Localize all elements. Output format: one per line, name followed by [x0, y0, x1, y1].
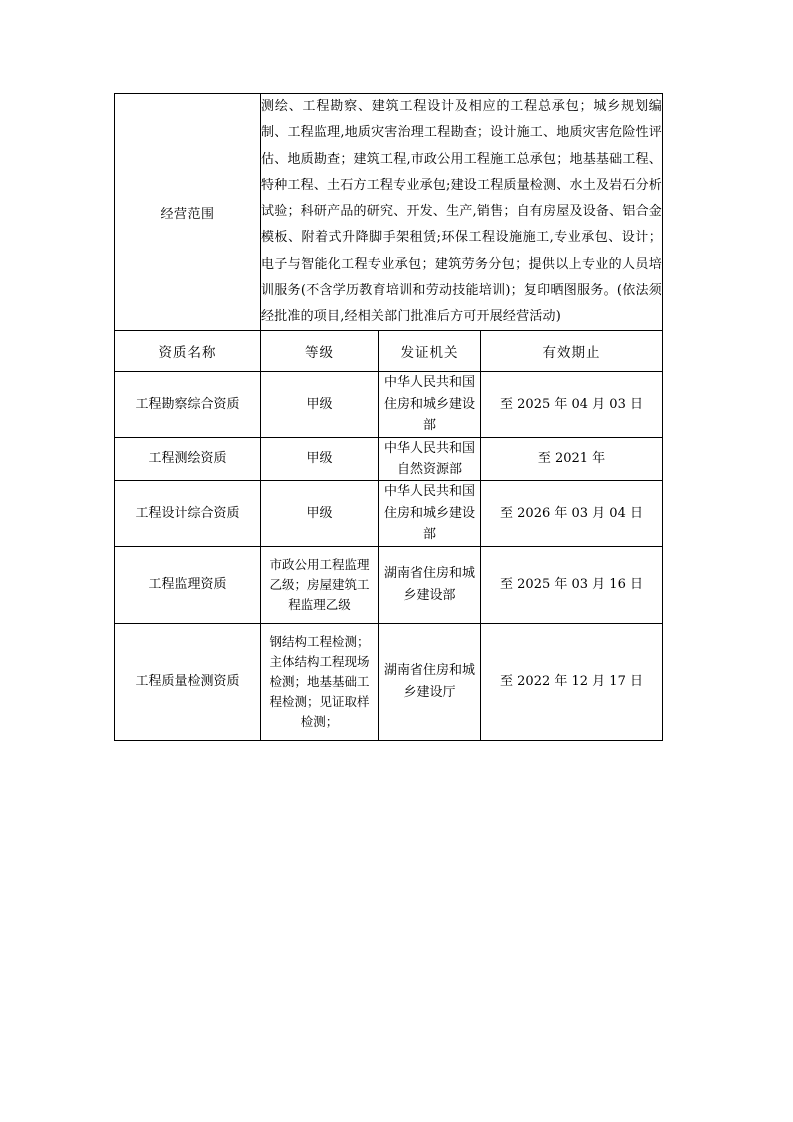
cell-qualification-name: 工程监理资质 — [115, 546, 261, 623]
cell-valid-until: 至 2022 年 12 月 17 日 — [481, 623, 663, 740]
cell-valid-until: 至 2026 年 03 月 04 日 — [481, 481, 663, 546]
cell-level: 市政公用工程监理乙级；房屋建筑工程监理乙级 — [261, 546, 379, 623]
cell-valid-until: 至 2021 年 — [481, 437, 663, 481]
table-row — [115, 481, 663, 546]
cell-authority: 中华人民共和国住房和城乡建设部 — [379, 481, 481, 546]
header-qualification-name: 资质名称 — [115, 331, 261, 372]
cell-qualification-name: 工程设计综合资质 — [115, 481, 261, 546]
qualification-table — [114, 93, 663, 741]
cell-valid-until: 至 2025 年 03 月 16 日 — [481, 546, 663, 623]
cell-qualification-name: 工程勘察综合资质 — [115, 372, 261, 437]
cell-level: 甲级 — [261, 481, 379, 546]
header-valid-until: 有效期止 — [481, 331, 663, 372]
table-row — [115, 623, 663, 740]
scope-text — [261, 94, 663, 331]
scope-row — [115, 94, 663, 331]
cell-authority: 中华人民共和国住房和城乡建设部 — [379, 372, 481, 437]
table-header-row — [115, 331, 663, 372]
table-row — [115, 437, 663, 481]
scope-paragraph: 测绘、工程勘察、建筑工程设计及相应的工程总承包；城乡规划编制、工程监理,地质灾害治理工程勘查；设计施工、地质灾害危险性评估、地质勘查；建筑工程,市政公用工程施工总承包；地基基础工程、特种工程、土石方工程专业承包;建设工程质量检测、水土及岩石分析试验；科研产品的研究、开发、生产,销售；自有房屋及设备、铝合金模板、附着式升降脚手架租赁;环保工程设施施工,专业承包、设计；电子与智能化工程专业承包；建筑劳务分包；提供以上专业的人员培训服务(不含学历教育培训和劳动技能培训)；复印晒图服务。(依法须经批准的项目,经相关部门批准后方可开展经营活动) — [261, 99, 663, 324]
scope-label: 经营范围 — [115, 94, 261, 331]
cell-authority: 湖南省住房和城乡建设部 — [379, 546, 481, 623]
table-row — [115, 546, 663, 623]
header-level: 等级 — [261, 331, 379, 372]
cell-level: 甲级 — [261, 437, 379, 481]
cell-valid-until: 至 2025 年 04 月 03 日 — [481, 372, 663, 437]
cell-level: 钢结构工程检测；主体结构工程现场检测；地基基础工程检测；见证取样检测； — [261, 623, 379, 740]
cell-level: 甲级 — [261, 372, 379, 437]
header-authority: 发证机关 — [379, 331, 481, 372]
table-row — [115, 372, 663, 437]
cell-authority: 中华人民共和国自然资源部 — [379, 437, 481, 481]
cell-qualification-name: 工程测绘资质 — [115, 437, 261, 481]
cell-authority: 湖南省住房和城乡建设厅 — [379, 623, 481, 740]
cell-qualification-name: 工程质量检测资质 — [115, 623, 261, 740]
